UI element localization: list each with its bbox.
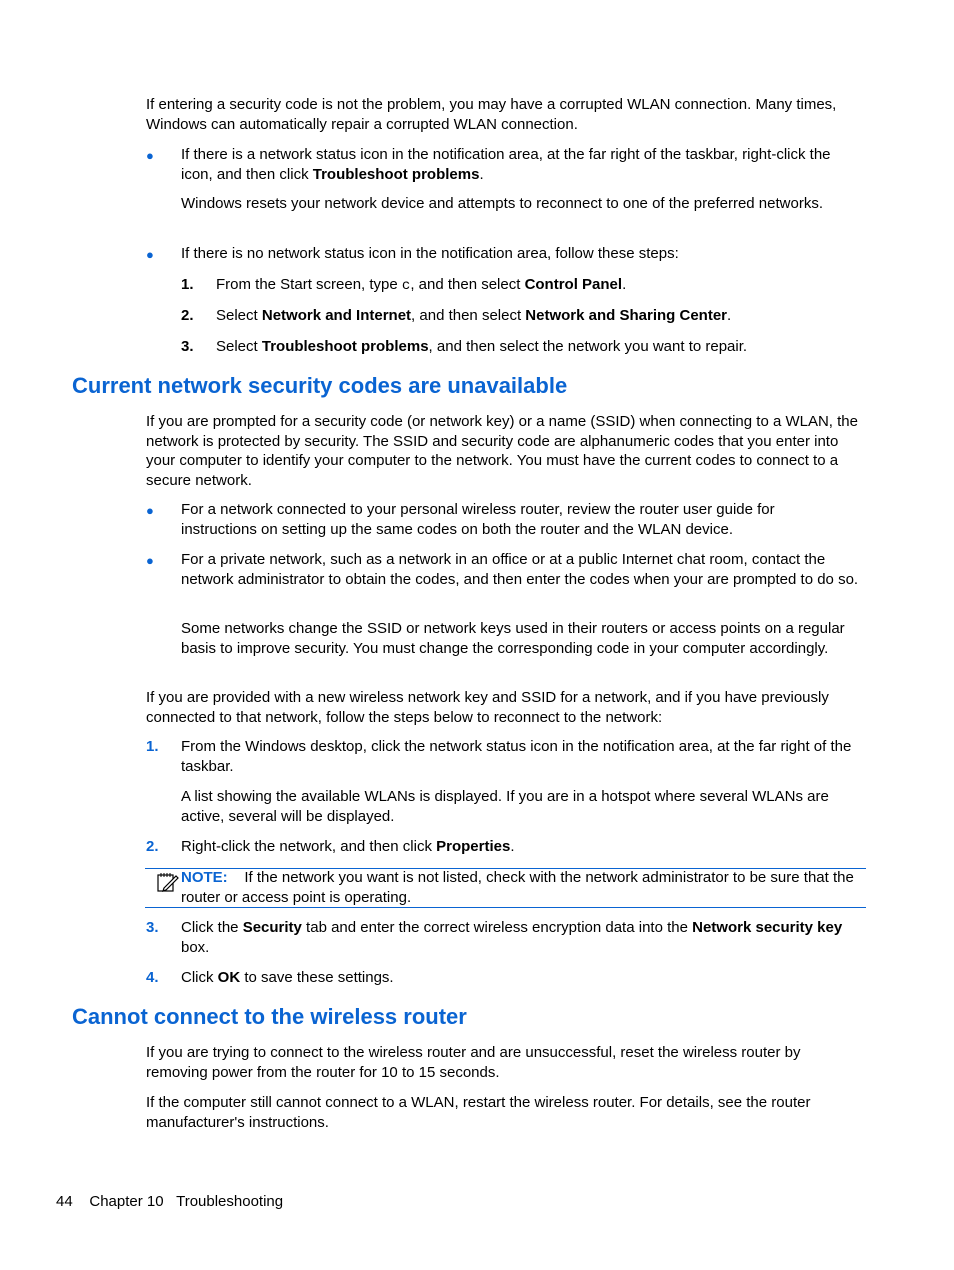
note-pad-icon <box>155 870 179 900</box>
bullet-icon: ● <box>146 247 154 262</box>
section-heading: Cannot connect to the wireless router <box>72 1004 467 1029</box>
step-number: 3. <box>181 338 194 355</box>
step-number: 1. <box>181 276 194 293</box>
page-footer <box>56 1192 283 1212</box>
step-number: 3. <box>146 919 159 936</box>
step-subtext: A list showing the available WLANs is displayed. If you are in a hotspot where several WLANs are active, several will be displayed. <box>181 788 829 825</box>
section-heading: Current network security codes are unavailable <box>72 373 568 398</box>
step-text: Click OK to save these settings. <box>181 969 394 986</box>
step-text: Click the Security tab and enter the correct wireless encryption data into the Network security key box. <box>181 919 843 956</box>
bullet-icon: ● <box>146 503 154 518</box>
step-text: Select Troubleshoot problems, and then select the network you want to repair. <box>216 338 748 355</box>
step-text: Select Network and Internet, and then select Network and Sharing Center. <box>216 307 732 324</box>
bullet-subtext: Some networks change the SSID or network keys used in their routers or access points on a regular basis to improve security. You must change the corresponding code in your computer accordingly. <box>181 620 845 657</box>
bullet-text: If there is no network status icon in the notification area, follow these steps: <box>181 245 679 262</box>
step-text: From the Windows desktop, click the network status icon in the notification area, at the far right of the taskbar. <box>181 738 852 775</box>
bullet-text: For a private network, such as a network in an office or at a public Internet chat room, contact the network administrator to obtain the codes, and then enter the codes when your are prompted to do so. <box>181 551 859 588</box>
page-number: 44 <box>56 1193 73 1210</box>
step-number: 2. <box>146 838 159 855</box>
section-paragraph: If you are trying to connect to the wireless router and are unsuccessful, reset the wireless router by removing power from the router for 10 to 15 seconds. <box>146 1044 801 1081</box>
chapter-label: Chapter 10 <box>89 1193 164 1210</box>
section-paragraph: If the computer still cannot connect to a WLAN, restart the wireless router. For details, see the router manufacturer's instructions. <box>146 1094 811 1131</box>
step-number: 2. <box>181 307 194 324</box>
bullet-text: For a network connected to your personal wireless router, review the router user guide for instructions on setting up the same codes on both the router and the WLAN device. <box>181 501 775 538</box>
bullet-text: If there is a network status icon in the notification area, at the far right of the taskbar, right-click the icon, and then click Troubleshoot problems. <box>181 146 831 183</box>
bullet-icon: ● <box>146 553 154 568</box>
chapter-title: Troubleshooting <box>176 1193 284 1210</box>
step-number: 1. <box>146 738 159 755</box>
bullet-subtext: Windows resets your network device and attempts to reconnect to one of the preferred networks. <box>181 195 823 212</box>
step-text: Right-click the network, and then click Properties. <box>181 838 515 855</box>
section-paragraph: If you are prompted for a security code (or network key) or a name (SSID) when connecting to a WLAN, the network is protected by security. The SSID and security code are alphanumeric codes that you enter into your computer to identify your computer to the network. You must have the current codes to connect to a secure network. <box>146 413 858 489</box>
intro-paragraph: If entering a security code is not the problem, you may have a corrupted WLAN connection. Many times, Windows can automatically repair a corrupted WLAN connection. <box>146 96 837 133</box>
bullet-icon: ● <box>146 148 154 163</box>
step-text: From the Start screen, type c, and then select Control Panel. <box>216 276 627 294</box>
section-paragraph: If you are provided with a new wireless network key and SSID for a network, and if you have previously connected to that network, follow the steps below to reconnect to the network: <box>146 689 829 726</box>
note-text: NOTE: If the network you want is not listed, check with the network administrator to be sure that the router or access point is operating. <box>181 869 854 906</box>
step-number: 4. <box>146 969 159 986</box>
